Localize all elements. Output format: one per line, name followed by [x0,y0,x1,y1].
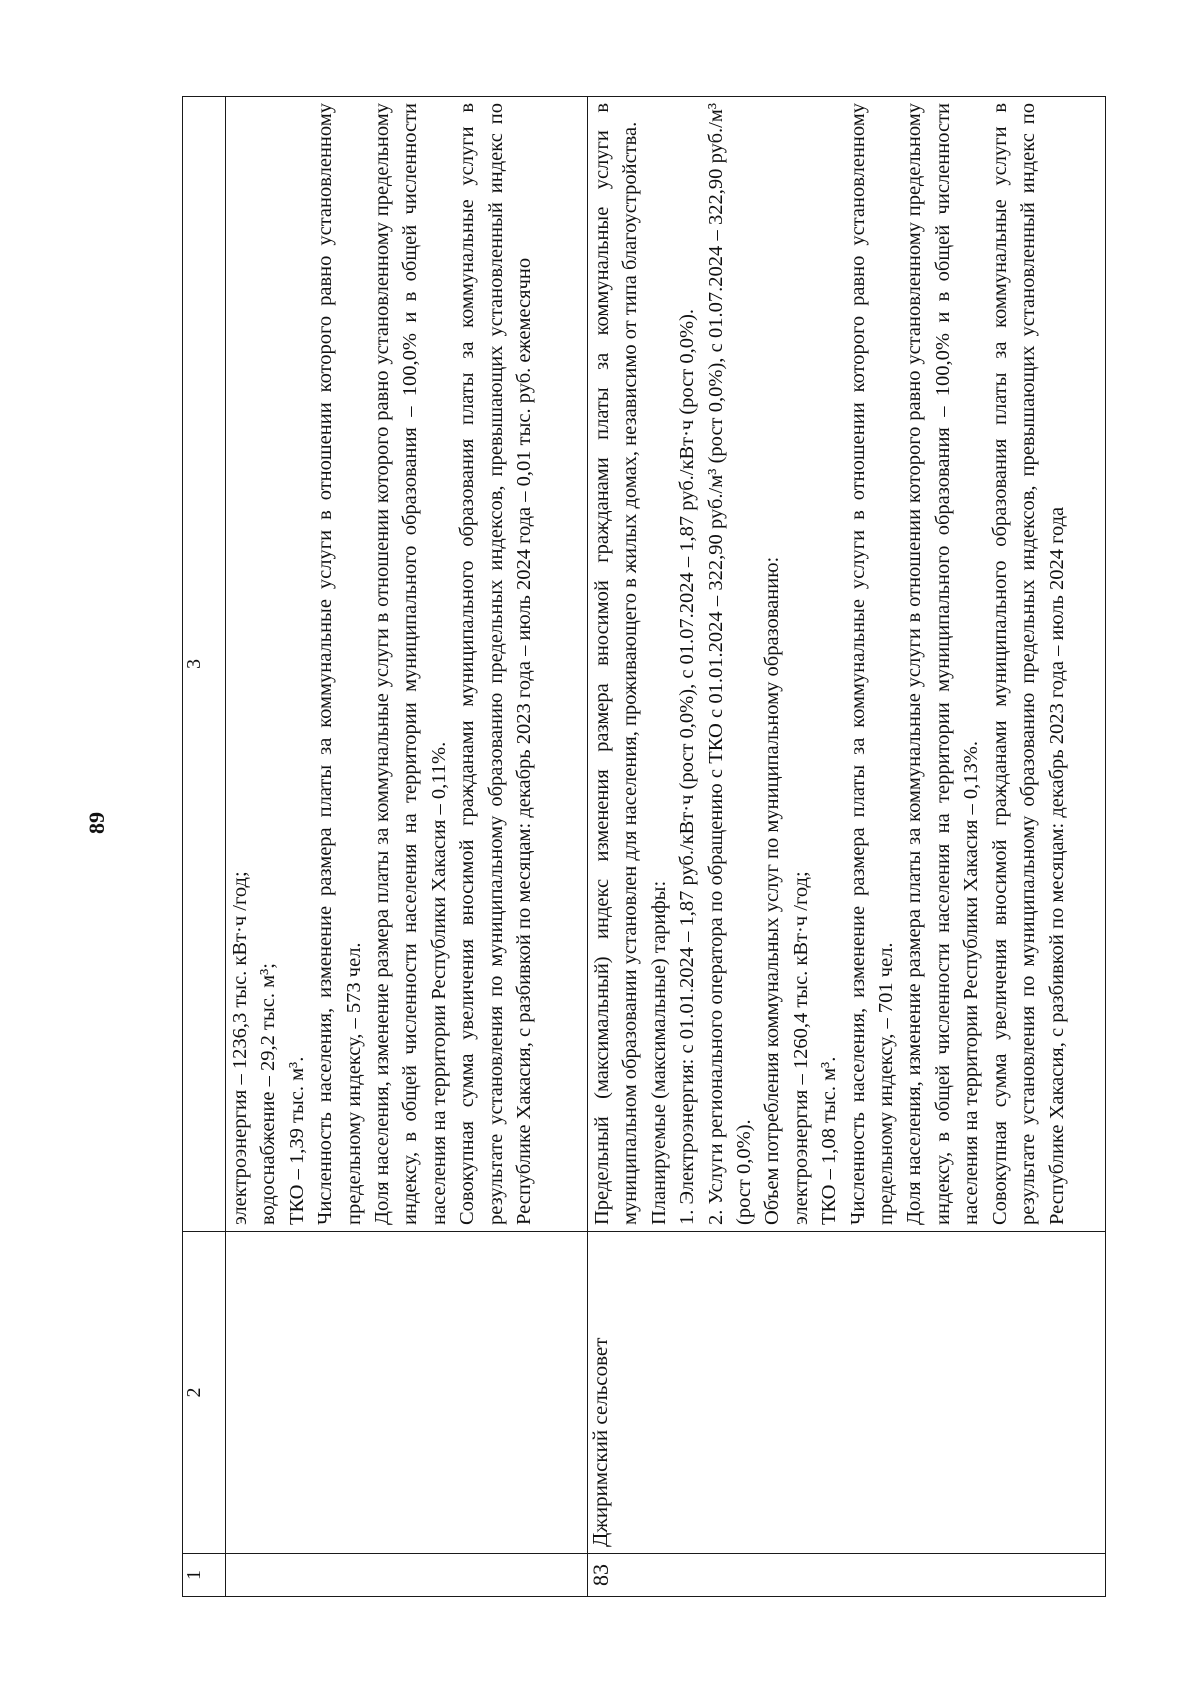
table-header-row [183,97,226,1597]
text-line: Объем потребления коммунальных услуг по муниципальному образованию: [761,556,784,1225]
text-line: ТКО – 1,39 тыс. м³. [285,1056,308,1225]
text-line: Доля населения, изменение размера платы за коммунальные услуги в отношении которого равно установленному предельному индексу, в общей численности населения на территории муниципального образования – 100,0% и в общей численности населения на территории Республики Хакасия – 0,13%. [903,103,983,1225]
row-number-cell [226,1554,588,1597]
text-line: 2. Услуги регионального оператора по обращению с ТКО с 01.01.2024 – 322,90 руб./м³ (рост 0,0%), с 01.07.2024 – 322,90 руб./м³ (рост 0,0%). [704,103,756,1225]
text-line: Доля населения, изменение размера платы за коммунальные услуги в отношении которого равно установленному предельному индексу, в общей численности населения на территории муниципального образования – 100,0% и в общей численности населения на территории Республики Хакасия – 0,11%. [371,103,450,1225]
text-line: ТКО – 1,08 тыс. м³. [818,1056,841,1225]
text-line: Предельный (максимальный) индекс изменения размера вносимой гражданами платы за коммунальные услуги в муниципальном образовании установлен для населения, проживающего в жилых домах, независимо от типа благоустройства. [591,103,642,1225]
text-line: водоснабжение – 29,2 тыс. м³; [257,963,280,1225]
table-row [226,97,588,1597]
text-line: Совокупная сумма увеличения вносимой гражданами муниципального образования платы за коммунальные услуги в результате установления по муниципальному образованию предельных индексов, превышающих установленный индекс по Республике Хакасия, с разбивкой по месяцам: декабрь 2023 года – июль 2024 года – 0,01 тыс. руб. ежемесячно [456,103,536,1225]
text-line: Численность населения, изменение размера платы за коммунальные услуги в отношении которого равно установленному предельному индексу, – 701 чел. [846,103,898,1225]
header-cell-3: 3 [183,97,226,1232]
text-line: электроэнергия – 1236,3 тыс. кВт·ч /год; [229,871,251,1225]
table-row [588,97,1106,1597]
header-cell-1: 1 [183,1554,226,1597]
header-cell-2: 2 [183,1232,226,1554]
municipality-name-cell [226,1232,588,1554]
row-number-cell: 83 [588,1554,1106,1597]
rotated-table-container [182,97,1102,1597]
tariff-table [182,96,1106,1597]
description-cell [588,97,1106,1232]
text-line: электроэнергия – 1260,4 тыс. кВт·ч /год; [789,871,812,1225]
text-line: Планируемые (максимальные) тарифы: [647,880,670,1225]
description-cell [226,97,588,1232]
page-number: 89 [84,812,109,834]
text-line: Численность населения, изменение размера платы за коммунальные услуги в отношении которого равно установленному предельному индексу, – 573 чел. [314,103,365,1225]
text-line: Совокупная сумма увеличения вносимой гражданами муниципального образования платы за коммунальные услуги в результате установления по муниципальному образованию предельных индексов, превышающих установленный индекс по Республике Хакасия, с разбивкой по месяцам: декабрь 2023 года – июль 2024 года [988,103,1068,1225]
text-line: 1. Электроэнергия: с 01.01.2024 – 1,87 руб./кВт·ч (рост 0,0%), с 01.07.2024 – 1,87 руб./кВт·ч (рост 0,0%). [676,308,699,1225]
municipality-name-cell: Джиримский сельсовет [588,1232,1106,1554]
